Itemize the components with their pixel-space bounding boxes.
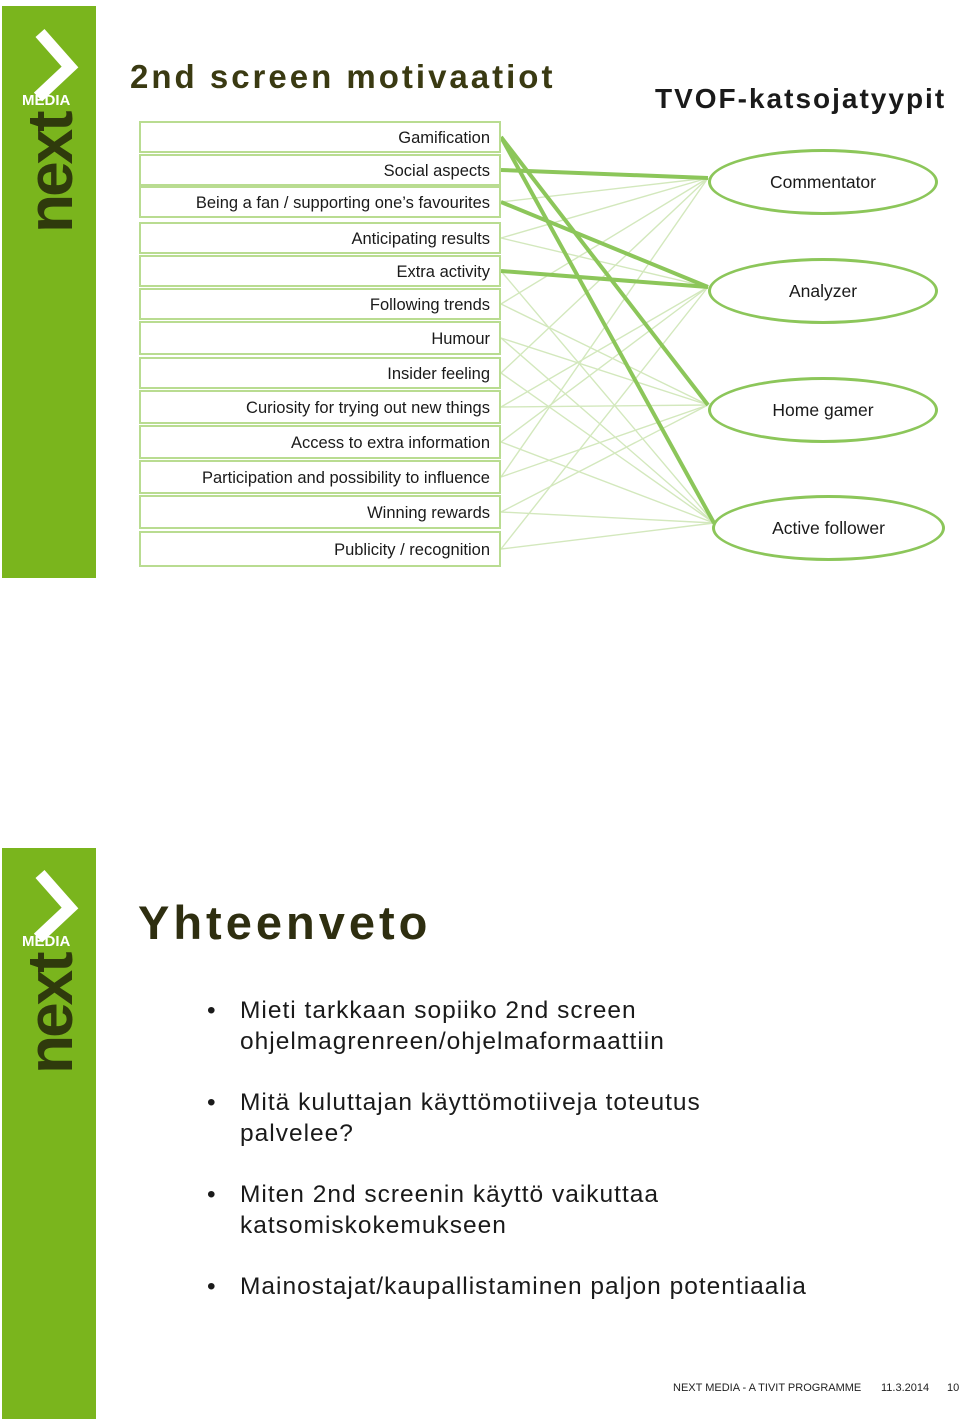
motive-label: Social aspects — [383, 162, 490, 180]
type-label: Active follower — [772, 517, 885, 538]
motive-label: Curiosity for trying out new things — [246, 399, 490, 417]
weak-link-line — [501, 523, 714, 549]
motive-box — [139, 288, 501, 320]
motive-box — [139, 121, 501, 153]
bullet-mark: • — [207, 1273, 217, 1300]
weak-link-line — [501, 405, 708, 407]
motive-box — [139, 186, 501, 218]
bullet-item — [207, 995, 807, 1057]
motive-label: Insider feeling — [387, 365, 490, 383]
next-media-logo — [2, 866, 96, 1086]
logo-media-text: MEDIA — [22, 933, 71, 950]
weak-link-line — [501, 373, 714, 523]
type-label: Commentator — [769, 171, 876, 192]
type-commentator — [708, 149, 938, 215]
motive-box — [139, 321, 501, 355]
bullet-text: Miten 2nd screenin käyttö vaikuttaa katsomiskokemukseen — [240, 1181, 660, 1239]
motive-label: Participation and possibility to influence — [201, 469, 490, 487]
motive-box — [139, 495, 501, 529]
bullet-item — [207, 1087, 807, 1149]
logo-media-text: MEDIA — [22, 92, 71, 109]
bullet-item — [207, 1179, 807, 1241]
motive-box — [139, 255, 501, 287]
motive-box — [139, 222, 501, 254]
type-label: Analyzer — [788, 280, 858, 301]
weak-link-line — [501, 304, 708, 405]
motive-box — [139, 390, 501, 424]
logo-next-text: next — [14, 954, 86, 1074]
motive-box — [139, 154, 501, 186]
type-label: Home gamer — [772, 399, 874, 420]
motive-label: Access to extra information — [291, 434, 490, 452]
logo-next-text: next — [14, 113, 86, 233]
weak-link-line — [501, 287, 708, 407]
weak-link-line — [501, 442, 714, 523]
motive-label: Publicity / recognition — [334, 541, 490, 559]
bullet-mark: • — [207, 1181, 217, 1208]
bullet-item — [207, 1271, 807, 1302]
motive-label: Being a fan / supporting one’s favourites — [195, 194, 490, 212]
weak-link-line — [501, 512, 714, 523]
bullet-mark: • — [207, 1089, 217, 1116]
motive-label: Following trends — [369, 296, 490, 314]
motive-box — [139, 531, 501, 567]
motive-label: Extra activity — [396, 263, 490, 281]
motive-label: Winning rewards — [367, 504, 490, 522]
slide2-title: Yhteenveto — [138, 896, 432, 949]
motive-label: Humour — [431, 330, 490, 348]
type-analyzer — [708, 258, 938, 324]
type-home-gamer — [708, 377, 938, 443]
footer-programme: NEXT MEDIA - A TIVIT PROGRAMME — [673, 1382, 862, 1394]
motive-box — [139, 425, 501, 459]
bullet-text: Mitä kuluttajan käyttömotiiveja toteutus palvelee? — [240, 1089, 701, 1147]
footer-date: 11.3.2014 — [881, 1382, 930, 1394]
types-heading: TVOF-katsojatyypit — [655, 83, 947, 114]
summary-bullets — [207, 995, 807, 1332]
motive-box — [139, 460, 501, 494]
slide1-title: 2nd screen motivaatiot — [130, 58, 556, 95]
motive-label: Gamification — [398, 129, 490, 147]
bullet-text: Mieti tarkkaan sopiiko 2nd screen ohjelmagrenreen/ohjelmaformaattiin — [240, 997, 665, 1055]
type-active-follower — [712, 495, 945, 561]
strong-link-line — [501, 137, 714, 523]
motive-label: Anticipating results — [351, 230, 490, 248]
bullet-mark: • — [207, 997, 217, 1024]
footer-page-number: 10 — [947, 1382, 960, 1394]
bullet-text: Mainostajat/kaupallistaminen paljon potentiaalia — [240, 1273, 807, 1300]
motive-box — [139, 357, 501, 389]
weak-link-line — [501, 405, 708, 477]
